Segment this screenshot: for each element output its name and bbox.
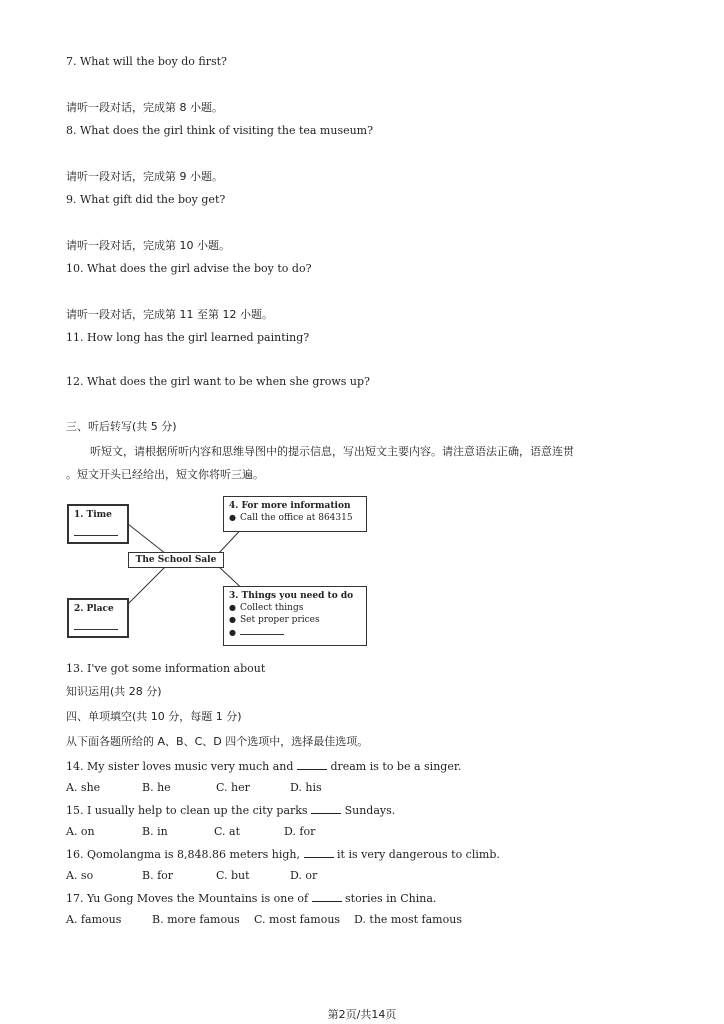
section3-instruction-line2: 。短文开头已经给出，短文你将听三遍。: [66, 468, 264, 481]
question-17: [66, 891, 436, 906]
question-8: 8. What does the girl think of visiting the tea museum?: [66, 124, 374, 137]
section4-heading: 四、单项填空(共 10 分，每题 1 分): [66, 710, 242, 723]
things-item-1: ● Collect things: [229, 602, 361, 614]
question-16: [66, 847, 500, 862]
mind-map-time-box: [67, 504, 129, 544]
question-7: 7. What will the boy do first?: [66, 55, 227, 68]
info-title: 4. For more information: [229, 501, 351, 511]
mind-map-center: The School Sale: [128, 552, 224, 568]
q17-option-d: D. the most famous: [354, 913, 462, 926]
q17-option-a: A. famous: [66, 913, 122, 926]
question-14-pre: 14. My sister loves music very much and: [66, 760, 294, 773]
question-16-pre: 16. Qomolangma is 8,848.86 meters high,: [66, 848, 301, 861]
question-17-blank: [312, 891, 342, 902]
mind-map: [66, 494, 368, 654]
things-item-blank: [229, 626, 361, 639]
question-15-post: Sundays.: [344, 804, 396, 817]
question-15-blank: [311, 803, 341, 814]
q17-option-b: B. more famous: [152, 913, 240, 926]
knowledge-heading: 知识运用(共 28 分): [66, 685, 162, 698]
question-13: 13. I've got some information about: [66, 662, 266, 675]
instruction-9: 请听一段对话，完成第 9 小题。: [66, 170, 223, 183]
things-title: 3. Things you need to do: [229, 591, 354, 601]
question-14-post: dream is to be a singer.: [330, 760, 462, 773]
question-16-post: it is very dangerous to climb.: [337, 848, 500, 861]
question-10: 10. What does the girl advise the boy to do?: [66, 262, 312, 275]
info-item: ● Call the office at 864315: [229, 512, 361, 524]
q16-option-c: C. but: [216, 869, 250, 882]
question-17-post: stories in China.: [345, 892, 437, 905]
instruction-11: 请听一段对话，完成第 11 至第 12 小题。: [66, 308, 273, 321]
instruction-10: 请听一段对话，完成第 10 小题。: [66, 239, 230, 252]
q15-option-a: A. on: [66, 825, 95, 838]
mind-map-things-box: [223, 586, 367, 646]
place-title: 2. Place: [74, 604, 114, 614]
question-15-pre: 15. I usually help to clean up the city parks: [66, 804, 308, 817]
q15-option-c: C. at: [214, 825, 240, 838]
q16-option-a: A. so: [66, 869, 94, 882]
instruction-8: 请听一段对话，完成第 8 小题。: [66, 101, 223, 114]
time-title: 1. Time: [74, 510, 112, 520]
question-9: 9. What gift did the boy get?: [66, 193, 226, 206]
q14-option-a: A. she: [66, 781, 101, 794]
question-16-blank: [304, 847, 334, 858]
q14-option-b: B. he: [142, 781, 171, 794]
q16-option-d: D. or: [290, 869, 318, 882]
place-blank: [74, 621, 118, 630]
question-11: 11. How long has the girl learned painting?: [66, 331, 310, 344]
q16-option-b: B. for: [142, 869, 174, 882]
page-footer: 第2页/共14页: [327, 1008, 397, 1021]
question-17-pre: 17. Yu Gong Moves the Mountains is one of: [66, 892, 309, 905]
mind-map-place-box: [67, 598, 129, 638]
q15-option-d: D. for: [284, 825, 316, 838]
q14-option-c: C. her: [216, 781, 250, 794]
q15-option-b: B. in: [142, 825, 168, 838]
question-14: [66, 759, 461, 774]
things-item-2: ● Set proper prices: [229, 614, 361, 626]
question-15: [66, 803, 395, 818]
section3-heading: 三、听后转写(共 5 分): [66, 420, 177, 433]
q14-option-d: D. his: [290, 781, 322, 794]
section4-instruction: 从下面各题所给的 A、B、C、D 四个选项中，选择最佳选项。: [66, 735, 369, 748]
section3-instruction-line1: 听短文，请根据所听内容和思维导图中的提示信息，写出短文主要内容。请注意语法正确，语意连贯: [90, 445, 574, 458]
question-12: 12. What does the girl want to be when she grows up?: [66, 375, 370, 388]
time-blank: [74, 527, 118, 536]
mind-map-info-box: [223, 496, 367, 532]
q17-option-c: C. most famous: [254, 913, 341, 926]
question-14-blank: [297, 759, 327, 770]
